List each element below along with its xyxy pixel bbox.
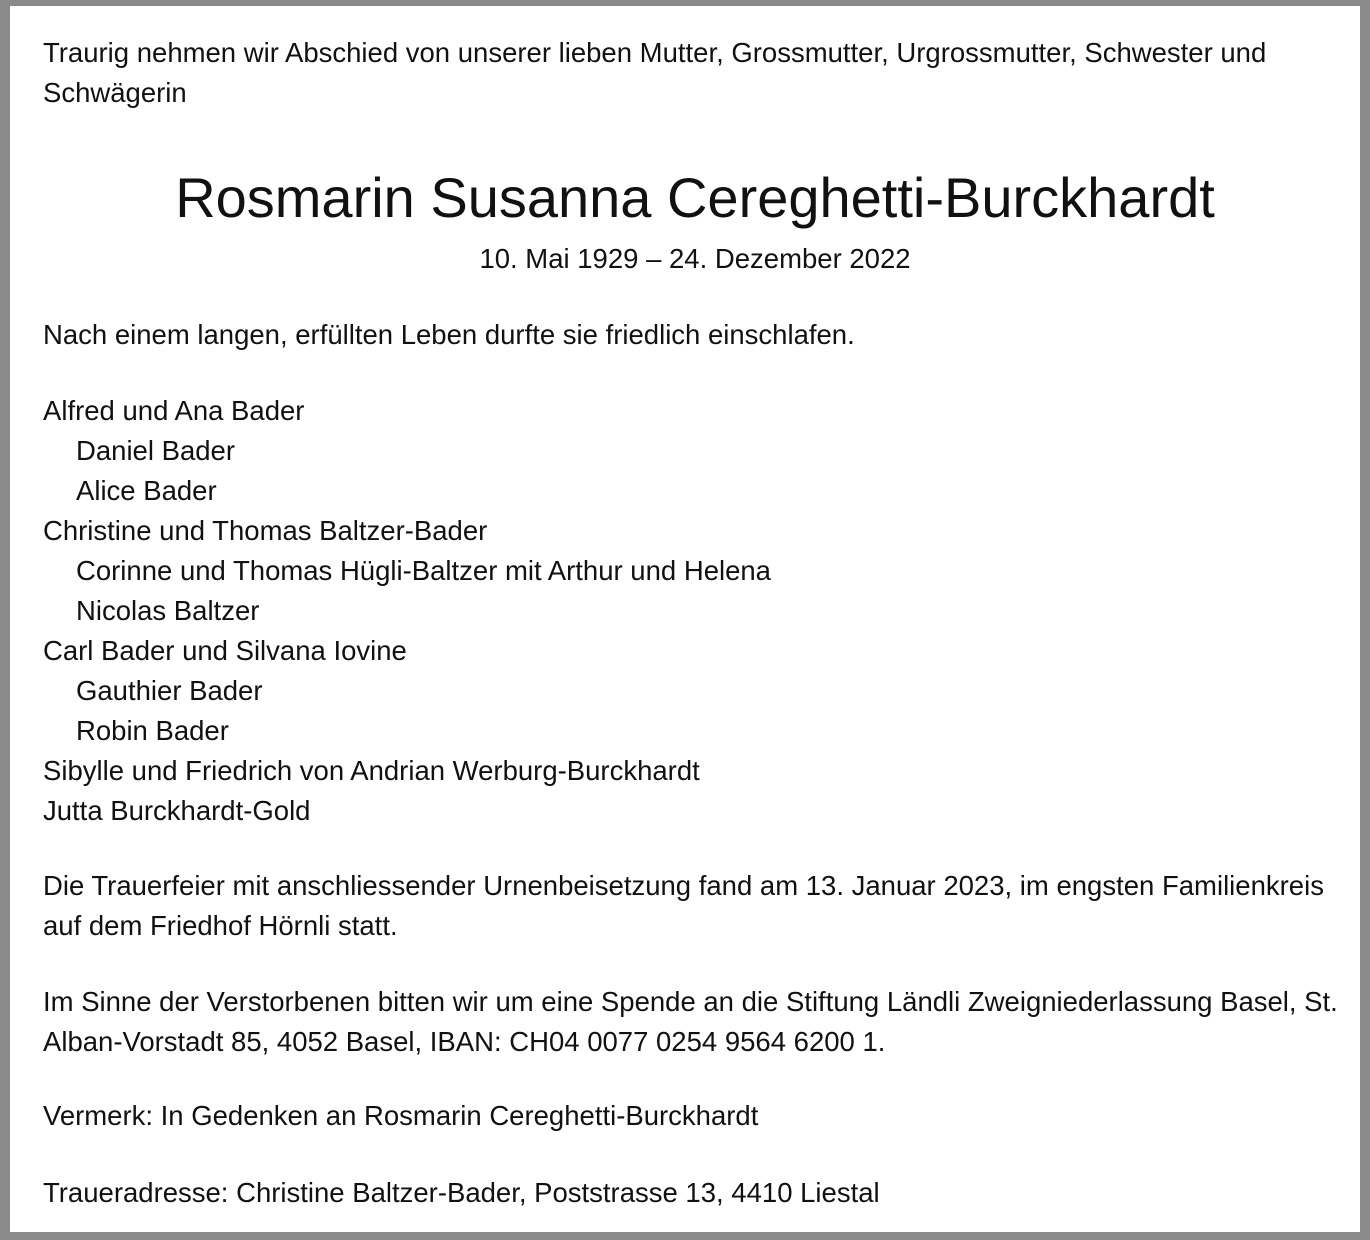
mourner-item: Corinne und Thomas Hügli-Baltzer mit Arthur und Helena [76,555,771,586]
deceased-name: Rosmarin Susanna Cereghetti-Burckhardt [175,166,1215,229]
mourner-item: Carl Bader und Silvana Iovine [43,635,407,666]
mourner-item: Sibylle und Friedrich von Andrian Werburg-Burckhardt [43,755,700,786]
mourners-list [43,391,771,831]
intro-text: Traurig nehmen wir Abschied von unserer lieben Mutter, Grossmutter, Urgrossmutter, Schwester und Schwägerin [43,37,1267,108]
mourner-item: Alice Bader [76,475,217,506]
funeral-text: Die Trauerfeier mit anschliessender Urnenbeisetzung fand am 13. Januar 2023, im engsten Familienkreis auf dem Friedhof Hörnli statt. [43,870,1324,941]
note-text: Vermerk: In Gedenken an Rosmarin Cereghetti-Burckhardt [43,1100,759,1131]
mourner-item: Jutta Burckhardt-Gold [43,795,311,826]
mourner-item: Nicolas Baltzer [76,595,260,626]
mourner-item: Robin Bader [76,715,229,746]
mourner-item: Daniel Bader [76,435,235,466]
lead-text: Nach einem langen, erfüllten Leben durfte sie friedlich einschlafen. [43,319,855,350]
mourning-address: Traueradresse: Christine Baltzer-Bader, Poststrasse 13, 4410 Liestal [43,1177,880,1208]
mourner-item: Christine und Thomas Baltzer-Bader [43,515,488,546]
mourner-item: Alfred und Ana Bader [43,395,305,426]
mourner-item: Gauthier Bader [76,675,263,706]
donation-text: Im Sinne der Verstorbenen bitten wir um eine Spende an die Stiftung Ländli Zweigniederlassung Basel, St. Alban-Vorstadt 85, 4052 Basel, IBAN: CH04 0077 0254 9564 6200 1. [43,986,1338,1057]
life-dates: 10. Mai 1929 – 24. Dezember 2022 [479,243,911,274]
